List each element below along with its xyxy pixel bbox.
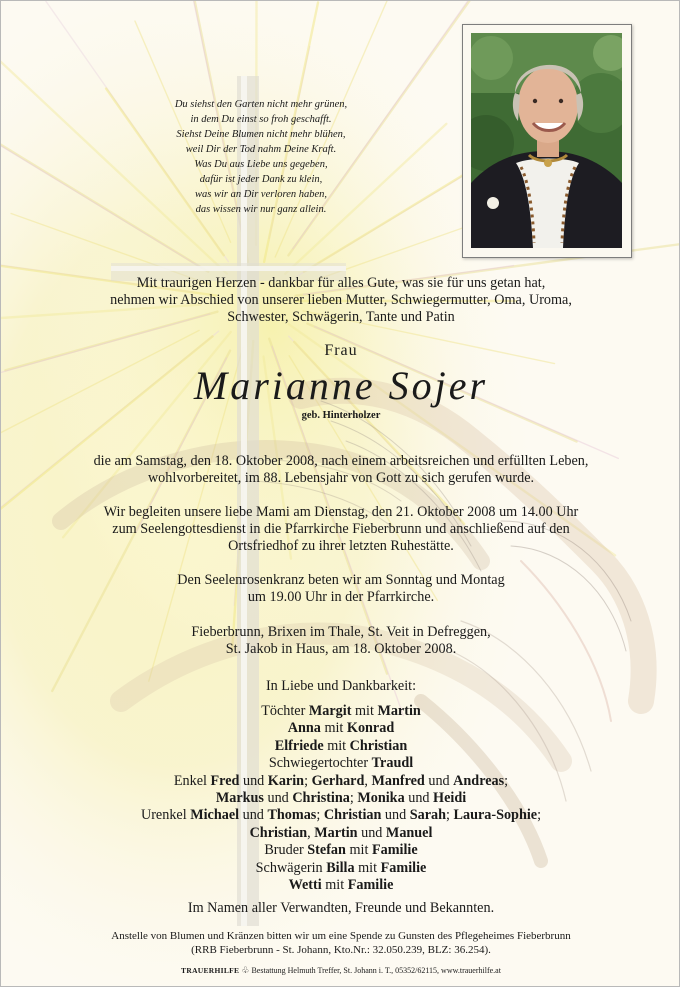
family-line xyxy=(41,773,641,790)
rosary-notice xyxy=(41,572,641,606)
family-member-name: Christina xyxy=(292,790,350,807)
family-member-name: Konrad xyxy=(346,720,395,737)
family-connector: ; xyxy=(349,790,358,807)
family-connector: und xyxy=(239,772,268,789)
closing-line: In Liebe und Dankbarkeit: xyxy=(265,678,417,694)
family-connector: mit xyxy=(321,877,348,894)
family-connector: ; xyxy=(446,807,454,824)
family-member-name: Karin xyxy=(267,772,305,789)
family-connector: , xyxy=(364,772,372,789)
family-connector: Schwägerin xyxy=(255,859,327,876)
family-line xyxy=(41,738,641,755)
family-member-name: Familie xyxy=(371,842,418,859)
family-connector: Töchter xyxy=(261,703,309,719)
family-connector: und xyxy=(357,824,386,841)
donation-note xyxy=(41,929,641,957)
family-member-name: Christian xyxy=(249,824,308,841)
donation-line: (RRB Fieberbrunn - St. Johann, Kto.Nr.: 32.050.239, BLZ: 36.254). xyxy=(191,944,491,956)
family-member-name: Traudl xyxy=(371,755,414,772)
family-line xyxy=(41,703,641,720)
family-member-name: Manuel xyxy=(385,824,433,841)
family-member-name: Sarah xyxy=(409,807,447,824)
family-member-name: Christian xyxy=(349,737,408,754)
family-connector: ; xyxy=(316,807,324,824)
funeral-line: Wir begleiten unsere liebe Mami am Dienstag, den 21. Oktober 2008 um 14.00 Uhr xyxy=(103,504,579,520)
family-list xyxy=(41,703,641,894)
relatives-line: Im Namen aller Verwandten, Freunde und Bekannten. xyxy=(187,900,495,916)
salutation: Frau xyxy=(324,342,358,359)
family-member-name: Heidi xyxy=(433,790,467,807)
family-line xyxy=(41,755,641,772)
family-member-name: Monika xyxy=(357,790,405,807)
family-connector: und xyxy=(381,807,410,824)
clover-icon: ♧ xyxy=(241,965,250,975)
family-connector: mit xyxy=(323,737,350,754)
donation-line: Anstelle von Blumen und Kränzen bitten wir um eine Spende zu Gunsten des Pflegeheimes Fieberbrunn xyxy=(111,930,571,942)
family-connector: ; xyxy=(537,807,542,824)
poem-line: was wir an Dir verloren haben, xyxy=(194,189,328,200)
rosary-line: um 19.00 Uhr in der Pfarrkirche. xyxy=(247,589,435,605)
family-member-name: Elfriede xyxy=(274,737,324,754)
death-line: die am Samstag, den 18. Oktober 2008, nach einem arbeitsreichen und erfüllten Leben, xyxy=(93,453,589,469)
funeral-home-brand: TRAUERHILFE xyxy=(181,966,240,975)
family-member-name: Laura-Sophie xyxy=(453,807,538,824)
family-member-name: Margit xyxy=(308,703,352,719)
family-member-name: Anna xyxy=(287,720,321,737)
death-line: wohlvorbereitet, im 88. Lebensjahr von Gott zu sich gerufen wurde. xyxy=(147,470,535,486)
intro-line: Mit traurigen Herzen - dankbar für alles Gute, was sie für uns getan hat, xyxy=(136,275,546,291)
family-connector: mit xyxy=(345,842,372,859)
family-member-name: Billa xyxy=(326,859,355,876)
family-member-name: Manfred xyxy=(371,772,425,789)
deceased-name: Marianne Sojer xyxy=(193,363,489,408)
family-member-name: Michael xyxy=(190,807,240,824)
death-notice xyxy=(41,453,641,487)
family-member-name: Gerhard xyxy=(311,772,365,789)
family-line xyxy=(41,860,641,877)
poem-line: Du siehst den Garten nicht mehr grünen, xyxy=(174,99,348,110)
intro-text xyxy=(41,275,641,326)
family-connector: Urenkel xyxy=(140,807,191,824)
family-member-name: Andreas xyxy=(453,772,505,789)
family-member-name: Stefan xyxy=(307,842,346,859)
family-connector: und xyxy=(263,790,293,807)
family-connector: und xyxy=(424,772,454,789)
family-line xyxy=(41,720,641,737)
funeral-line: Ortsfriedhof zu ihrer letzten Ruhestätte. xyxy=(228,538,454,554)
poem-line: Was Du aus Liebe uns gegeben, xyxy=(194,159,328,170)
family-member-name: Martin xyxy=(314,824,358,841)
family-member-name: Fred xyxy=(210,772,240,789)
funeral-home-contact: Bestattung Helmuth Treffer, St. Johann i. T., 05352/62115, www.trauerhilfe.at xyxy=(251,966,501,975)
funeral-line: zum Seelengottesdienst in die Pfarrkirche Fieberbrunn und anschließend auf den xyxy=(112,521,570,537)
family-connector: Enkel xyxy=(173,772,211,789)
funeral-notice xyxy=(41,504,641,555)
place-date xyxy=(41,624,641,658)
family-member-name: Martin xyxy=(377,703,421,719)
family-connector: mit xyxy=(354,859,381,876)
family-line xyxy=(41,807,641,824)
poem xyxy=(121,97,401,217)
family-connector: ; xyxy=(504,772,509,789)
family-member-name: Wetti xyxy=(288,877,322,894)
family-line xyxy=(41,877,641,894)
rosary-line: Den Seelenrosenkranz beten wir am Sonntag und Montag xyxy=(177,572,505,588)
family-connector: , xyxy=(307,824,315,841)
family-connector: mit xyxy=(320,720,347,737)
family-connector: Schwiegertochter xyxy=(268,755,372,772)
family-connector: Bruder xyxy=(264,842,308,859)
family-member-name: Markus xyxy=(215,790,264,807)
family-connector: ; xyxy=(304,772,312,789)
family-line xyxy=(41,842,641,859)
intro-line: nehmen wir Abschied von unserer lieben Mutter, Schwiegermutter, Oma, Uroma, xyxy=(110,292,572,308)
maiden-name: geb. Hinterholzer xyxy=(301,410,381,421)
place-date-line: Fieberbrunn, Brixen im Thale, St. Veit in Defreggen, xyxy=(191,624,491,640)
family-member-name: Familie xyxy=(347,877,394,894)
place-date-line: St. Jakob in Haus, am 18. Oktober 2008. xyxy=(225,641,457,657)
family-line xyxy=(41,790,641,807)
poem-line: in dem Du einst so froh geschafft. xyxy=(190,114,332,125)
family-member-name: Familie xyxy=(380,859,427,876)
funeral-home-imprint xyxy=(41,965,641,976)
intro-line: Schwester, Schwägerin, Tante und Patin xyxy=(227,309,455,325)
family-connector: und xyxy=(239,807,268,824)
family-member-name: Christian xyxy=(323,807,382,824)
family-connector: und xyxy=(404,790,434,807)
poem-line: Siehst Deine Blumen nicht mehr blühen, xyxy=(176,129,346,140)
family-member-name: Thomas xyxy=(267,807,317,824)
portrait-photo xyxy=(462,24,632,258)
family-connector: mit xyxy=(351,703,378,719)
portrait-image xyxy=(471,33,622,248)
poem-line: das wissen wir nur ganz allein. xyxy=(195,204,327,215)
poem-line: weil Dir der Tod nahm Deine Kraft. xyxy=(185,144,337,155)
family-line xyxy=(41,825,641,842)
poem-line: dafür ist jeder Dank zu klein, xyxy=(199,174,323,185)
